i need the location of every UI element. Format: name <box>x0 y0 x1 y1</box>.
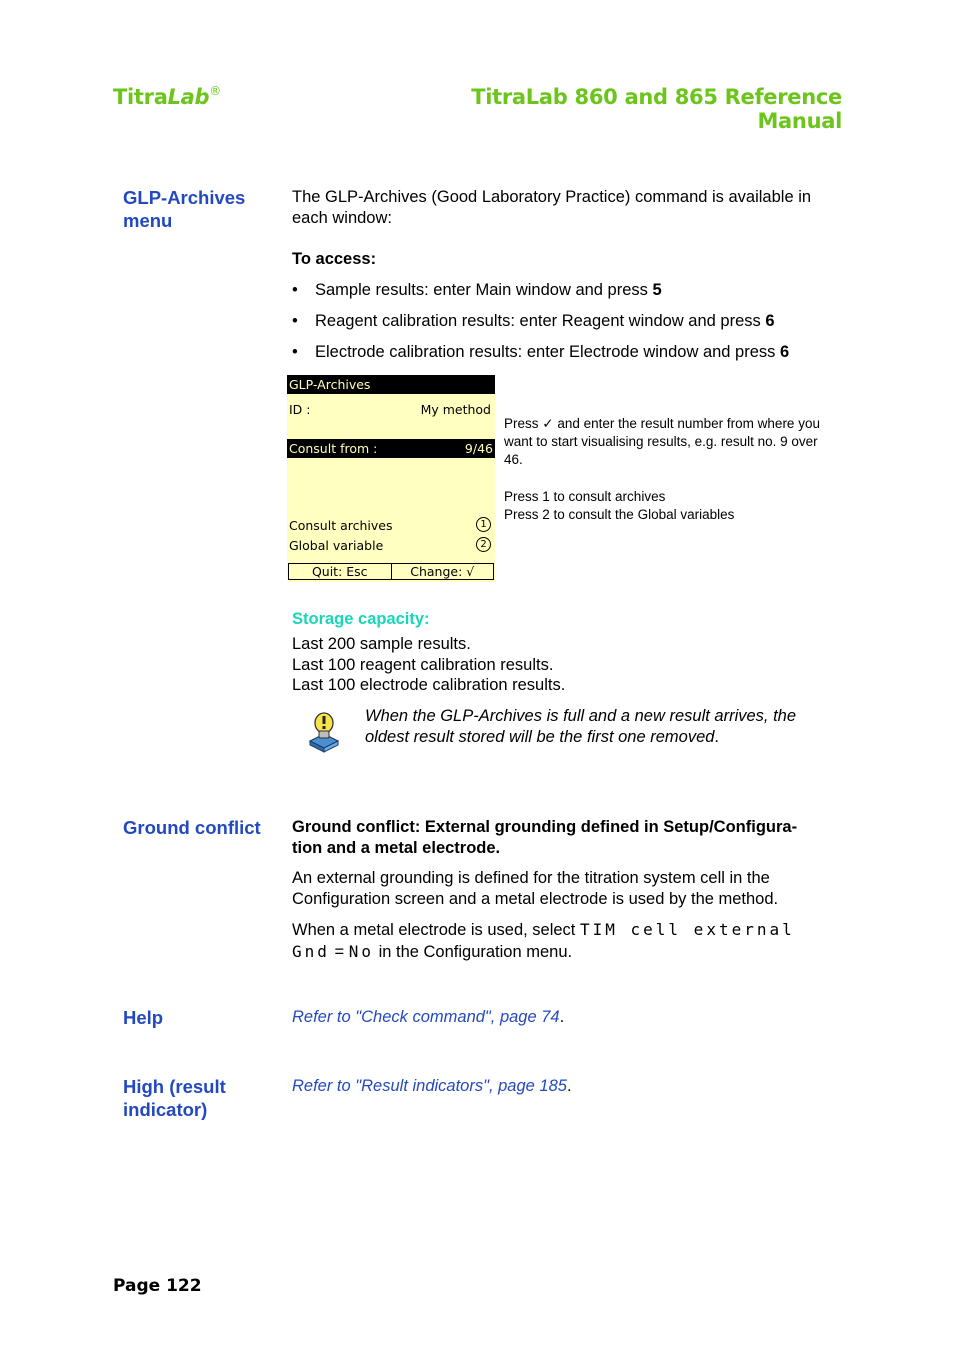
screen-id-label: ID : <box>289 402 311 417</box>
high-heading-line1: High (result <box>123 1076 226 1097</box>
para-text: in the Configuration menu. <box>373 943 573 961</box>
ground-heading: Ground conflict <box>123 817 261 838</box>
help-link[interactable]: Refer to "Check command", page 74 <box>292 1008 560 1026</box>
ground-bold-line: tion and a metal electrode. <box>292 838 501 857</box>
screen-id-row <box>289 401 493 419</box>
ground-para2 <box>292 919 837 963</box>
screen-option-label: Global variable <box>289 538 384 553</box>
ground-bold-title <box>292 817 852 858</box>
glp-screen <box>287 375 495 582</box>
storage-list <box>292 634 565 696</box>
glp-heading-line1: GLP-Archives <box>123 187 246 208</box>
annotation-line: Press 2 to consult the Global variables <box>504 507 735 522</box>
key-2-icon: 2 <box>476 537 491 552</box>
high-link[interactable]: Refer to "Result indicators", page 185 <box>292 1077 567 1095</box>
screen-id-value: My method <box>420 402 491 417</box>
access-label: To access: <box>292 250 377 268</box>
brand-logo <box>113 85 221 109</box>
screen-option-label: Consult archives <box>289 518 393 533</box>
screen-title-bar <box>287 375 495 394</box>
quit-softkey: Quit: Esc <box>311 564 368 579</box>
page-number: Page 122 <box>113 1276 202 1296</box>
brand-reg: ® <box>209 84 221 98</box>
screen-consult-bar <box>287 439 495 458</box>
annotation-line: Press 1 to consult archives <box>504 489 666 504</box>
storage-line: Last 200 sample results. <box>292 635 471 653</box>
ground-para1: An external grounding is defined for the titration system cell in the Configuration screen and a metal electrode is used by the method. <box>292 869 779 908</box>
storage-line: Last 100 electrode calibration results. <box>292 676 566 694</box>
ground-bold-line: Ground conflict: External grounding defined in Setup/Configura- <box>292 818 798 836</box>
high-link-end: . <box>566 1077 572 1095</box>
key-1-icon: 1 <box>476 517 491 532</box>
bullet-text: Reagent calibration results: enter Reagent window and press <box>315 312 766 330</box>
help-link-end: . <box>559 1008 565 1026</box>
change-softkey: Change: √ <box>391 564 494 579</box>
brand-prefix: Titra <box>113 85 168 109</box>
access-list <box>292 280 852 373</box>
screen-title: GLP-Archives <box>289 377 371 392</box>
list-item <box>292 280 852 301</box>
list-item <box>292 311 852 332</box>
screen-annotation-keys <box>504 488 824 524</box>
config-option-code: Gnd <box>292 942 330 961</box>
glp-heading <box>123 186 245 232</box>
para-text: When a metal electrode is used, select <box>292 921 580 939</box>
storage-line: Last 100 reagent calibration results. <box>292 655 554 674</box>
note-end: . <box>714 728 720 746</box>
screen-annotation-consult: Press ✓ and enter the result number from where you want to start visualising results, e.g. result no. 9 over 46. <box>504 416 820 467</box>
high-reference <box>292 1076 572 1097</box>
bullet-text: Sample results: enter Main window and press <box>315 281 653 299</box>
note-body: When the GLP-Archives is full and a new result arrives, the oldest result stored will be the first one removed <box>365 707 797 746</box>
screen-softkeys <box>288 563 494 580</box>
high-heading <box>123 1075 226 1121</box>
manual-title: TitraLab 860 and 865 Reference Manual <box>471 85 842 133</box>
screen-option-global <box>289 537 493 555</box>
bullet-key: 5 <box>652 281 662 299</box>
screen-consult-label: Consult from : <box>289 441 378 456</box>
help-heading: Help <box>123 1007 164 1028</box>
config-option-code: TIM cell external <box>579 920 795 939</box>
glp-heading-line2: menu <box>123 210 173 231</box>
storage-label: Storage capacity: <box>292 610 430 628</box>
bullet-text: Electrode calibration results: enter Electrode window and press <box>315 343 780 361</box>
high-heading-line2: indicator) <box>123 1099 208 1120</box>
bullet-key: 6 <box>780 343 790 361</box>
list-item <box>292 342 852 363</box>
brand-lab: Lab <box>167 85 210 109</box>
screen-consult-value: 9/46 <box>464 441 493 456</box>
note-text <box>365 706 835 748</box>
screen-option-archives <box>289 517 493 535</box>
config-value-code: No <box>348 942 374 961</box>
glp-intro: The GLP-Archives (Good Laboratory Practice) command is available in each window: <box>292 188 812 227</box>
bullet-key: 6 <box>765 312 775 330</box>
para-text: = <box>329 943 349 961</box>
help-reference <box>292 1007 564 1028</box>
lightbulb-warning-icon <box>306 710 342 756</box>
